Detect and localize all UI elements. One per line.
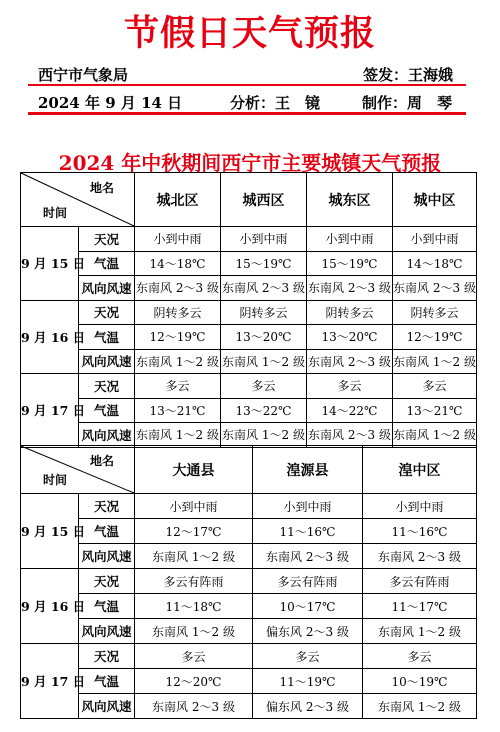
table-row — [21, 398, 477, 423]
temp-cell: 14～18℃ — [135, 251, 221, 276]
temp-cell: 13～21℃ — [135, 398, 221, 423]
place-label: 地名 — [89, 454, 114, 468]
table-row — [21, 669, 477, 694]
table-row — [21, 276, 477, 301]
issue-date: 2024 年 9 月 14 日 — [38, 94, 183, 112]
temp-cell: 12～19℃ — [393, 325, 477, 350]
city-header: 城北区 — [135, 173, 221, 227]
wind-cell: 东南风 1～2 级 — [135, 544, 253, 569]
table-row — [21, 227, 477, 252]
table-row — [21, 619, 477, 644]
temp-label: 气温 — [79, 325, 135, 350]
wind-cell: 东南风 2～3 级 — [221, 276, 307, 301]
temp-cell: 10～19℃ — [363, 669, 477, 694]
weather-cell: 小到中雨 — [363, 494, 477, 519]
temp-cell: 11～17℃ — [363, 594, 477, 619]
temp-cell: 13～21℃ — [393, 398, 477, 423]
header-corner-cell — [21, 446, 135, 494]
table-row — [21, 569, 477, 594]
wind-cell: 东南风 2～3 级 — [393, 276, 477, 301]
table-row — [21, 519, 477, 544]
temp-label: 气温 — [79, 398, 135, 423]
weather-cell: 阴转多云 — [393, 300, 477, 325]
wind-cell: 东南风 2～3 级 — [307, 349, 393, 374]
wind-cell: 偏东风 2～3 级 — [253, 619, 363, 644]
date-cell: 9 月 15 日 — [21, 227, 79, 301]
wind-cell: 东南风 2～3 级 — [135, 694, 253, 719]
wind-cell: 东南风 1～2 级 — [135, 423, 221, 448]
temp-cell: 14～18℃ — [393, 251, 477, 276]
wind-label: 风向风速 — [79, 349, 135, 374]
date-cell: 9 月 15 日 — [21, 494, 79, 569]
wind-cell: 东南风 2～3 级 — [307, 276, 393, 301]
wind-cell: 东南风 1～2 级 — [363, 694, 477, 719]
table-row — [21, 694, 477, 719]
temp-cell: 11～18℃ — [135, 594, 253, 619]
city-header: 湟源县 — [253, 446, 363, 494]
table-row — [21, 494, 477, 519]
table-row — [21, 594, 477, 619]
temp-cell: 13～22℃ — [221, 398, 307, 423]
temp-label: 气温 — [79, 251, 135, 276]
weather-cell: 多云有阵雨 — [253, 569, 363, 594]
city-header: 大通县 — [135, 446, 253, 494]
weather-cell: 多云 — [363, 644, 477, 669]
weather-cell: 多云 — [393, 374, 477, 399]
temp-cell: 12～17℃ — [135, 519, 253, 544]
time-label: 时间 — [43, 473, 68, 487]
weather-cell: 多云 — [221, 374, 307, 399]
header-corner-cell — [21, 173, 135, 227]
city-header: 湟中区 — [363, 446, 477, 494]
temp-label: 气温 — [79, 519, 135, 544]
weather-cell: 多云 — [253, 644, 363, 669]
table-row — [21, 349, 477, 374]
weather-cell: 小到中雨 — [307, 227, 393, 252]
wind-cell: 东南风 2～3 级 — [253, 544, 363, 569]
wind-cell: 东南风 1～2 级 — [221, 349, 307, 374]
temp-cell: 11～19℃ — [253, 669, 363, 694]
wind-label: 风向风速 — [79, 276, 135, 301]
wind-cell: 东南风 1～2 级 — [135, 349, 221, 374]
weather-label: 天况 — [79, 300, 135, 325]
header-rule-bottom — [28, 112, 466, 115]
date-cell: 9 月 16 日 — [21, 300, 79, 374]
weather-cell: 多云 — [307, 374, 393, 399]
wind-label: 风向风速 — [79, 694, 135, 719]
wind-cell: 东南风 2～3 级 — [363, 544, 477, 569]
table-row — [21, 544, 477, 569]
table-row — [21, 374, 477, 399]
wind-label: 风向风速 — [79, 544, 135, 569]
weather-cell: 小到中雨 — [393, 227, 477, 252]
weather-cell: 小到中雨 — [253, 494, 363, 519]
weather-label: 天况 — [79, 494, 135, 519]
weather-cell: 小到中雨 — [135, 227, 221, 252]
temp-cell: 15～19℃ — [221, 251, 307, 276]
wind-cell: 东南风 1～2 级 — [393, 349, 477, 374]
signer: 签发：王海娥 — [363, 66, 454, 84]
city-header: 城中区 — [393, 173, 477, 227]
wind-label: 风向风速 — [79, 619, 135, 644]
weather-cell: 阴转多云 — [135, 300, 221, 325]
weather-cell: 多云有阵雨 — [135, 569, 253, 594]
forecast-table-urban — [20, 172, 477, 448]
wind-cell: 东南风 2～3 级 — [307, 423, 393, 448]
wind-label: 风向风速 — [79, 423, 135, 448]
producer: 制作：周 琴 — [362, 94, 453, 112]
wind-cell: 东南风 1～2 级 — [135, 619, 253, 644]
time-label: 时间 — [43, 206, 68, 220]
temp-cell: 13～20℃ — [307, 325, 393, 350]
wind-cell: 偏东风 2～3 级 — [253, 694, 363, 719]
weather-cell: 阴转多云 — [307, 300, 393, 325]
temp-cell: 14～22℃ — [307, 398, 393, 423]
temp-cell: 11～16℃ — [363, 519, 477, 544]
weather-label: 天况 — [79, 644, 135, 669]
temp-label: 气温 — [79, 669, 135, 694]
wind-cell: 东南风 1～2 级 — [221, 423, 307, 448]
place-label: 地名 — [89, 181, 114, 195]
temp-cell: 11～16℃ — [253, 519, 363, 544]
temp-cell: 10～17℃ — [253, 594, 363, 619]
temp-cell: 13～20℃ — [221, 325, 307, 350]
wind-cell: 东南风 1～2 级 — [393, 423, 477, 448]
date-cell: 9 月 16 日 — [21, 569, 79, 644]
table-row — [21, 423, 477, 448]
weather-cell: 阴转多云 — [221, 300, 307, 325]
table-row — [21, 251, 477, 276]
temp-label: 气温 — [79, 594, 135, 619]
weather-label: 天况 — [79, 374, 135, 399]
temp-cell: 12～19℃ — [135, 325, 221, 350]
wind-cell: 东南风 2～3 级 — [135, 276, 221, 301]
weather-label: 天况 — [79, 227, 135, 252]
temp-cell: 12～20℃ — [135, 669, 253, 694]
date-cell: 9 月 17 日 — [21, 374, 79, 448]
bureau-name: 西宁市气象局 — [38, 66, 129, 84]
weather-cell: 多云有阵雨 — [363, 569, 477, 594]
city-header: 城西区 — [221, 173, 307, 227]
weather-cell: 多云 — [135, 644, 253, 669]
table-row — [21, 325, 477, 350]
date-cell: 9 月 17 日 — [21, 644, 79, 719]
table-row — [21, 644, 477, 669]
weather-label: 天况 — [79, 569, 135, 594]
forecast-table-counties — [20, 445, 477, 719]
forecast-subtitle: 2024 年中秋期间西宁市主要城镇天气预报 — [58, 151, 442, 175]
wind-cell: 东南风 1～2 级 — [363, 619, 477, 644]
temp-cell: 15～19℃ — [307, 251, 393, 276]
weather-cell: 多云 — [135, 374, 221, 399]
city-header: 城东区 — [307, 173, 393, 227]
header-rule-top — [28, 84, 466, 86]
analyst: 分析：王 镜 — [230, 94, 321, 112]
table-row — [21, 300, 477, 325]
bulletin-title: 节假日天气预报 — [123, 13, 376, 54]
weather-cell: 小到中雨 — [221, 227, 307, 252]
weather-cell: 小到中雨 — [135, 494, 253, 519]
